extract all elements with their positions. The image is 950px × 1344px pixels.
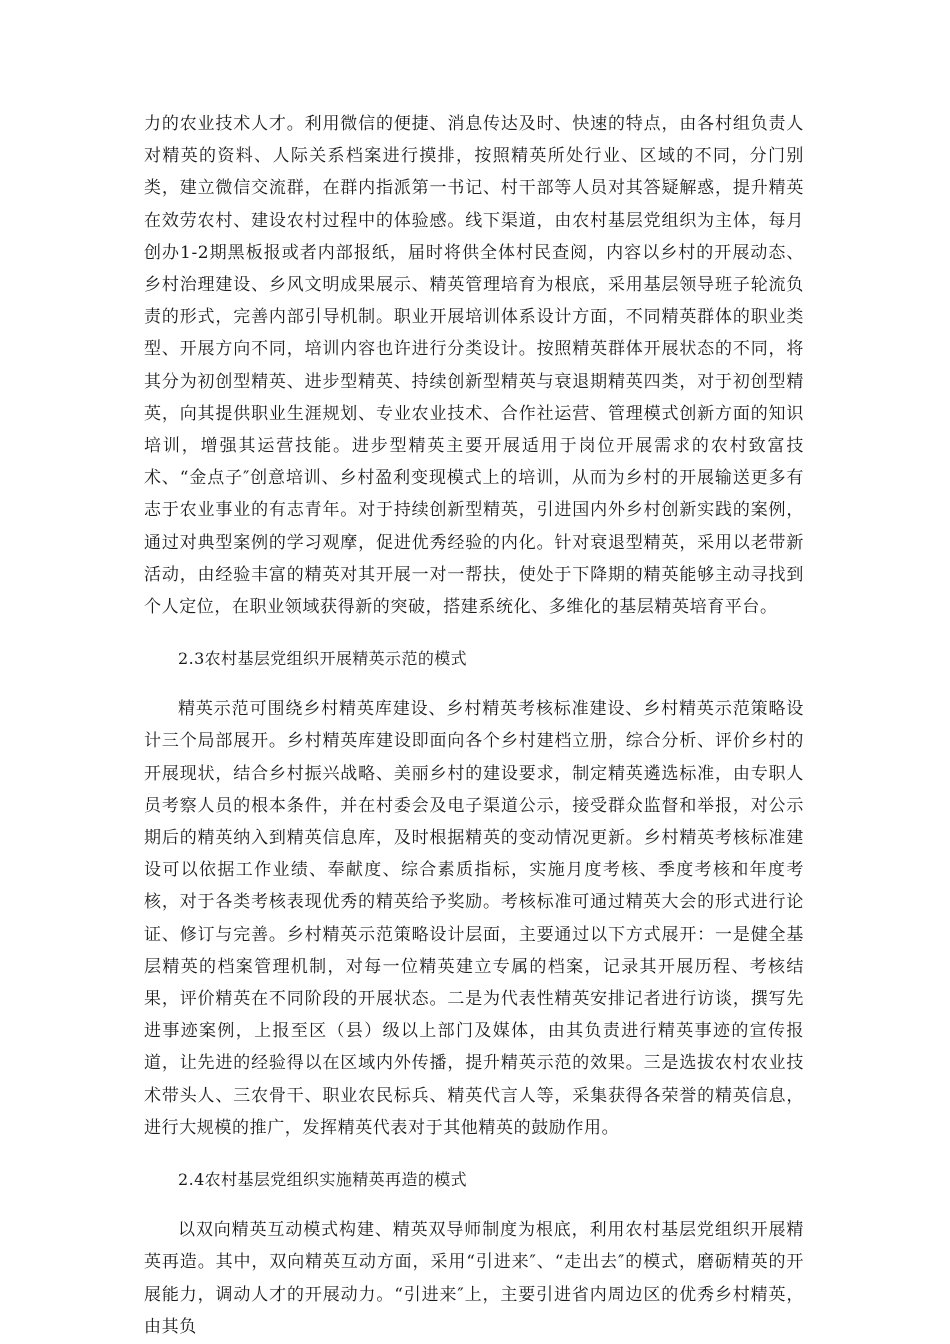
paragraph-training-system: 力的农业技术人才。利用微信的便捷、消息传达及时、快速的特点，由各村组负责人对精英的资料、人际关系档案进行摸排，按照精英所处行业、区域的不同，分门别类，建立微信交流群，在群内指派第一书记、村干部等人员对其答疑解惑，提升精英在效劳农村、建设农村过程中的体验感。线下渠道，由农村基层党组织为主体，每月创办1-2期黑板报或者内部报纸，届时将供全体村民查阅，内容以乡村的开展动态、乡村治理建设、乡风文明成果展示、精英管理培育为根底，采用基层领导班子轮流负责的形式，完善内部引导机制。职业开展培训体系设计方面，不同精英群体的职业类型、开展方向不同，培训内容也许进行分类设计。按照精英群体开展状态的不同，将其分为初创型精英、进步型精英、持续创新型精英与衰退期精英四类，对于初创型精英，向其提供职业生涯规划、专业农业技术、合作社运营、管理模式创新方面的知识培训，增强其运营技能。进步型精英主要开展适用于岗位开展需求的农村致富技术、“金点子″创意培训、乡村盈利变现模式上的培训，从而为乡村的开展输送更多有志于农业事业的有志青年。对于持续创新型精英，引进国内外乡村创新实践的案例，通过对典型案例的学习观摩，促进优秀经验的内化。针对衰退型精英，采用以老带新活动，由经验丰富的精英对其开展一对一帮扶，使处于下降期的精英能够主动寻找到个人定位，在职业领域获得新的突破，搭建系统化、多维化的基层精英培育平台。 — [144, 114, 804, 618]
paragraph-elite-demonstration: 精英示范可围绕乡村精英库建设、乡村精英考核标准建设、乡村精英示范策略设计三个局部展开。乡村精英库建设即面向各个乡村建档立册，综合分析、评价乡村的开展现状，结合乡村振兴战略、美丽乡村的建设要求，制定精英遴选标准，由专职人员考察人员的根本条件，并在村委会及电子渠道公示，接受群众监督和举报，对公示期后的精英纳入到精英信息库，及时根据精英的变动情况更新。乡村精英考核标准建设可以依据工作业绩、奉献度、综合素质指标，实施月度考核、季度考核和年度考核，对于各类考核表现优秀的精英给予奖励。考核标准可通过精英大会的形式进行论证、修订与完善。乡村精英示范策略设计层面，主要通过以下方式展开：一是健全基层精英的档案管理机制，对每一位精英建立专属的档案，记录其开展历程、考核结果，评价精英在不同阶段的开展状态。二是为代表性精英安排记者进行访谈，撰写先进事迹案例，上报至区（县）级以上部门及媒体，由其负责进行精英事迹的宣传报道，让先进的经验得以在区域内外传播，提升精英示范的效果。三是选拔农村农业技术带头人、三农骨干、职业农民标兵、精英代言人等，采集获得各荣誉的精英信息，进行大规模的推广，发挥精英代表对于其他精英的鼓励作用。 — [144, 699, 804, 1138]
paragraph-elite-reconstruction: 以双向精英互动模式构建、精英双导师制度为根底，利用农村基层党组织开展精英再造。其中，双向精英互动方面，采用“引进来″、“走出去″的模式，磨砺精英的开展能力，调动人才的开展动力。“引进来″上，主要引进省内周边区的优秀乡村精英，由其负 — [144, 1220, 804, 1337]
section-heading-2-4: 2.4农村基层党组织实施精英再造的模式 — [178, 1170, 468, 1190]
section-heading-2-3: 2.3农村基层党组织开展精英示范的模式 — [178, 649, 468, 669]
document-body — [144, 108, 804, 1343]
